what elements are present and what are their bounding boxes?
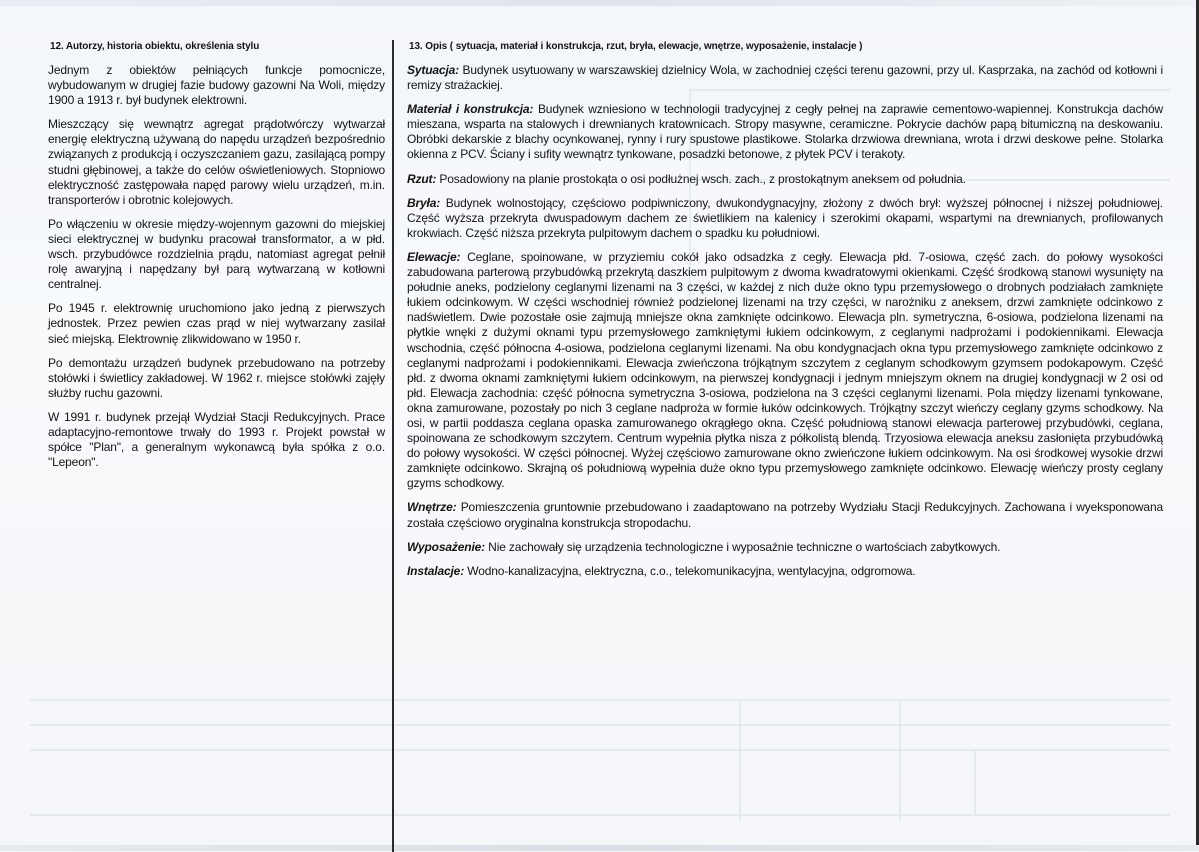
section-label: Wnętrze: — [407, 500, 457, 515]
page-bottom-edge — [0, 845, 1199, 851]
section-installations — [407, 564, 1163, 579]
description-column — [407, 40, 1163, 588]
section-label: Elewacje: — [407, 249, 461, 264]
history-paragraph: Jednym z obiektów pełniących funkcje pomocnicze, wybudowanym w drugiej fazie budowy gazowni Na Woli, między 1900 a 1913 r. był budynek elektrowni. — [48, 63, 385, 108]
section-material — [407, 102, 1163, 162]
section-label: Instalacje: — [407, 563, 465, 578]
history-paragraph: W 1991 r. budynek przejął Wydział Stacji Redukcyjnych. Prace adaptacyjno-remontowe trwały do 1993 r. Projekt powstał w spółce "Plan", a generalnym wykonawcą była spółka z o.o. "Lepeon". — [48, 409, 385, 470]
history-heading: 12. Autorzy, historia obiektu, określenia stylu — [50, 41, 260, 52]
page-top-edge — [0, 0, 1199, 6]
section-label: Rzut: — [407, 171, 437, 186]
section-text: Wodno-kanalizacyjna, elektryczna, c.o., telekomunikacyjna, wentylacyjna, odgromowa. — [464, 563, 916, 578]
section-label: Wyposażenie: — [407, 539, 485, 554]
description-heading: 13. Opis ( sytuacja, materiał i konstrukcja, rzut, bryła, elewacje, wnętrze, wyposażenie, instalacje ) — [409, 41, 863, 52]
section-text: Ceglane, spoinowane, w przyziemiu cokół jako odsadzka z cegły. Elewacja płd. 7-osiowa, część zach. do połowy wysokości zabudowana parterową przybudówką przekrytą daszkiem pulpitowym z dwoma kwadratowymi okienkami. Część środkową stanowi wysunięty na południe aneks, podzielony ceglanymi lizenami na 3 części, w każdej z nich duże okno typu przemysłowego o drobnych podziałach zamknięte łukiem odcinkowym. W części wschodniej również podzielonej lizenami na trzy części, w narożniku z aneksem, drzwi zamknięte odcinkowo z nadświetlem. Dwie pozostałe osie zajmują mniejsze okna zamknięte odcinkowo. Elewacja pln. symetryczna, 6-osiowa, podzielona lizenami na płytkie wnęki z dużymi oknami typu przemysłowego zamkniętymi łukiem odcinkowym, z ceglanymi nadprożami i podokiennikami. Elewacja wschodnia, część północna 4-osiowa, podzielona ceglanymi lizenami. Na obu kondygnacjach okna typu przemysłowego zamknięte odcinkowo z ceglanymi nadprożami i podokiennikami. Elewacja zwieńczona trójkątnym szczytem z ceglanym schodkowym gzymsem podokapowym. Część płd. z dwoma oknami zamkniętymi łukiem odcinkowym, na pierwszej kondygnacji i jednym mniejszym oknem na drugiej kondygnacji w 2 osi od płd. Elewacja zachodnia: część północna symetryczna 3-osiowa, podzielona na 3 części ceglanymi lizenami. Pola między lizenami tynkowane, okna zamurowane, pozostały po nich 3 ceglane nadproża w formie łuków odcinkowych. Trójkątny szczyt wieńczy ceglany gzyms schodkowy. Na osi, w partii poddasza ceglana opaska zamurowanego okrągłego okna. Część południową stanowi elewacja parterowej przybudówki, ceglana, spoinowana ze schodkowym szczytem. Centrum wypełnia płytka nisza z półkolistą blendą. Trzyosiowa elewacja aneksu zasłonięta przybudówką do połowy wysokości. W części północnej. Wyżej częściowo zamurowane okno zwieńczone łukiem odcinkowym. Na osi środkowej wysokie drzwi zamknięte odcinkowo. Skrajną oś południową wypełnia duże okno typu przemysłowego zamknięte odcinkowo. Elewację wieńczy prosty ceglany gzyms schodkowy. — [407, 249, 1163, 491]
section-massing — [407, 196, 1163, 241]
history-column — [45, 40, 385, 479]
section-text: Budynek wzniesiono w technologii tradycyjnej z cegły pełnej na zaprawie cementowo-wapiennej. Konstrukcja dachów mieszana, wsparta na stalowych i drewnianych kratownicach. Stropy masywne, ceramiczne. Pokrycie dachów papą bitumiczną na deskowaniu. Obróbki dekarskie z blachy ocynkowanej, rynny i rury spustowe plastikowe. Stolarka drzwiowa drewniana, wrota i drzwi deskowe pełne. Stolarka okienna z PCV. Ściany i sufity wewnątrz tynkowane, posadzki betonowe, z płytek PCV i terakoty. — [407, 102, 1163, 162]
section-situation — [407, 63, 1163, 93]
section-label: Sytuacja: — [407, 63, 460, 77]
section-plan — [407, 172, 1163, 187]
section-text: Posadowiony na planie prostokąta o osi podłużnej wsch. zach., z prostokątnym aneksem od południa. — [436, 171, 966, 186]
section-interior — [407, 500, 1163, 530]
history-paragraph: Mieszczący się wewnątrz agregat prądotwórczy wytwarzał energię elektryczną używaną do napędu urządzeń bezpośrednio związanych z produkcją i oczyszczaniem gazu, zasilającą pompy studni głębinowej, a także do celów oświetleniowych. Stopniowo elektryczność zastępowała napęd parowy wielu urządzeń, m.in. transporterów i obrotnic kolejowych. — [48, 117, 385, 207]
section-text: Budynek wolnostojący, częściowo podpiwniczony, dwukondygnacyjny, złożony z dwóch brył: wyższej północnej i niższej południowej. Część wyższa przekryta dwuspadowym dachem ze świetlikiem na kalenicy i szerokimi okapami, wspartymi na drewnianych, profilowanych krokwiach. Część niższa przekryta pulpitowym dachem o spadku ku południowi. — [407, 195, 1163, 240]
history-paragraph: Po włączeniu w okresie między-wojennym gazowni do miejskiej sieci elektrycznej w budynku pracował transformator, a w płd. wsch. przybudówce rozdzielnia prądu, natomiast agregat pełnił rolę awaryjną i napędzany był parą wytwarzaną w kotłowni centralnej. — [48, 216, 385, 292]
section-text: Pomieszczenia gruntownie przebudowano i zaadaptowano na potrzeby Wydziału Stacji Redukcyjnych. Zachowana i wyeksponowana została częściowo oryginalna konstrukcja stropodachu. — [407, 500, 1163, 530]
history-paragraph: Po 1945 r. elektrownię uruchomiono jako jedną z pierwszych jednostek. Przez pewien czas prąd w niej wytwarzany zasilał sieć miejską. Elektrownię zlikwidowano w 1950 r. — [48, 301, 385, 346]
section-label: Bryła: — [407, 195, 441, 210]
section-elevations — [407, 250, 1163, 492]
section-text: Budynek usytuowany w warszawskiej dzielnicy Wola, w zachodniej części terenu gazowni, przy ul. Kasprzaka, na zachód od kotłowni i remizy strażackiej. — [407, 63, 1163, 93]
column-divider — [392, 40, 394, 852]
history-paragraph: Po demontażu urządzeń budynek przebudowano na potrzeby stołówki i świetlicy zakładowej. W 1962 r. miejsce stołówki zajęły służby ruchu gazowni. — [48, 355, 385, 400]
section-text: Nie zachowały się urządzenia technologiczne i wyposaźnie techniczne o wartościach zabytkowych. — [485, 539, 1001, 554]
section-equipment — [407, 540, 1163, 555]
section-label: Materiał i konstrukcja: — [407, 102, 534, 117]
